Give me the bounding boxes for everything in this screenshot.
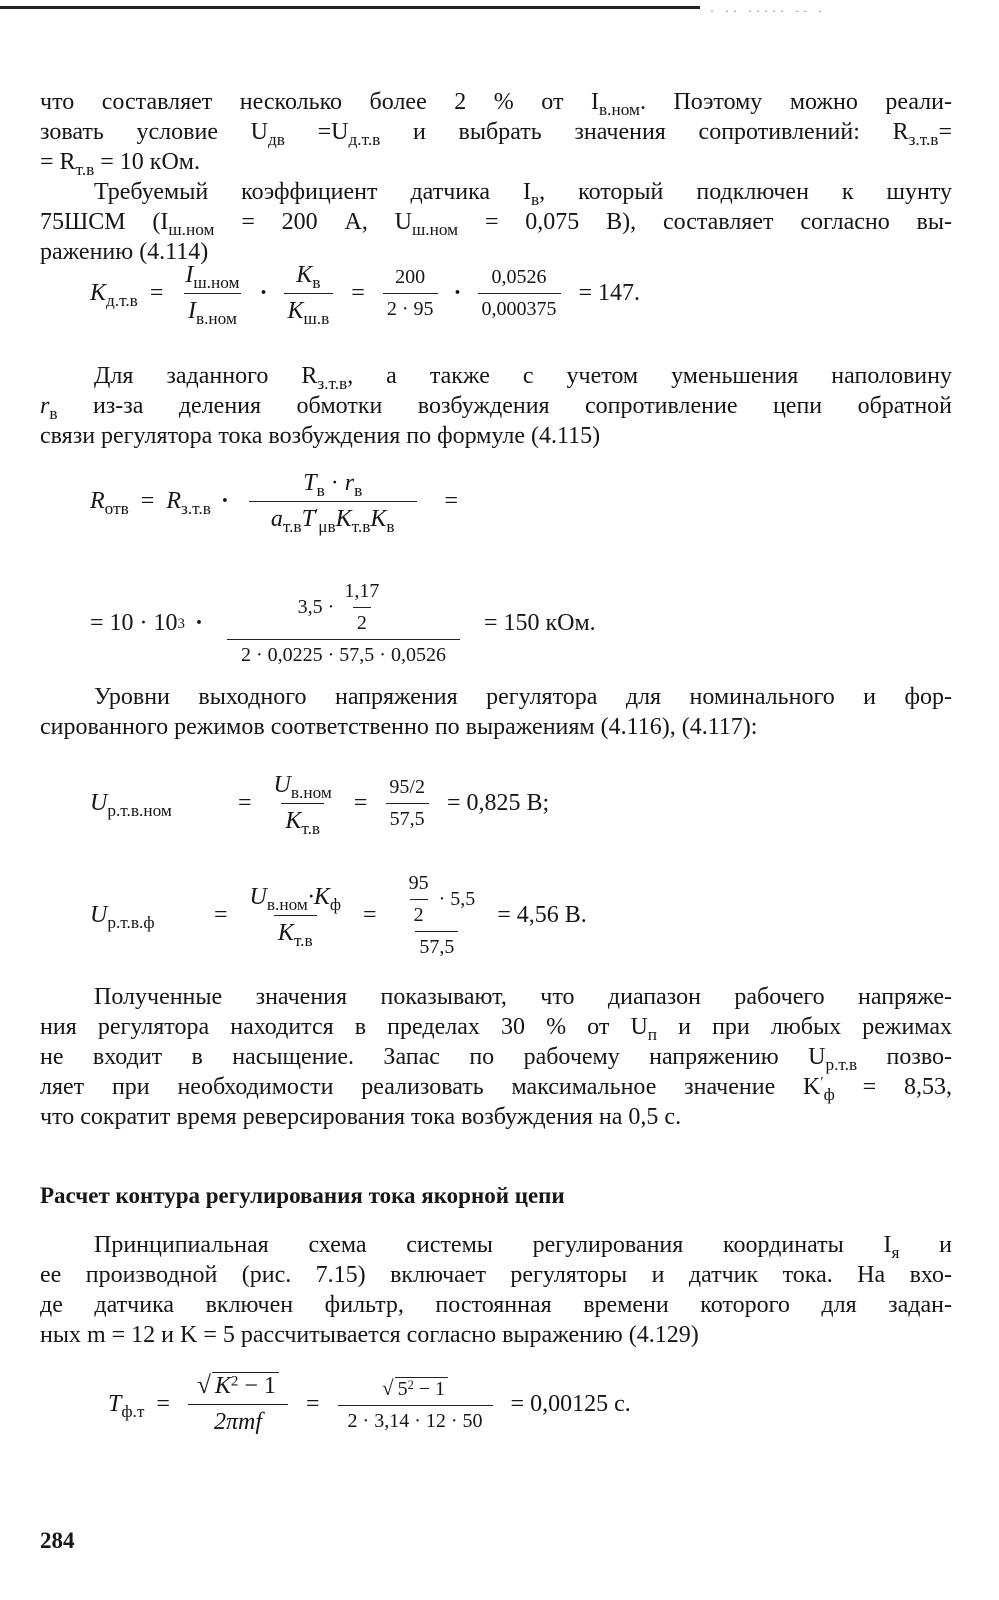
p5-line-4: ляет при необходимости реализовать максимальное значение $K'_ф = 8,53$, xyxy=(40,1074,952,1105)
p5-line-5: что сократит время реверсирования тока возбуждения на 0,5 с. xyxy=(40,1104,682,1130)
p4-line-1: Уровни выходного напряжения регулятора для номинального и фор- xyxy=(94,684,952,710)
p6-line-1: Принципиальная схема системы регулирования координаты $I_я$ и xyxy=(94,1232,952,1263)
p5-line-1: Полученные значения показывают, что диапазон рабочего напряже- xyxy=(94,984,952,1010)
p3-line-3: связи регулятора тока возбуждения по формуле (4.115) xyxy=(40,423,601,449)
equation-filter-time-constant: $T_{ф.т}$ = $\frac{√ K^2 - 1}{\text{2πmf}}$ = $\frac{√ 5^2 - 1}{2 \cdot 3,14 \cdot 12 \cdot 50}$ = 0,00125 с. xyxy=(108,1372,631,1435)
p1-line-1: что составляет несколько более 2 % от $I_{в.ном}$. Поэтому можно реали- xyxy=(40,89,952,120)
p3-line-2: $r_в$ из-за деления обмотки возбуждения сопротивление цепи обратной xyxy=(40,393,952,424)
p6-line-2: ее производной (рис. 7.15) включает регуляторы и датчик тока. На вхо- xyxy=(40,1262,952,1288)
p1-line-3: = $R_{т.в} = 10$ кОм. xyxy=(40,149,200,180)
p4-line-2: сированного режимов соответственно по выражениям (4.116), (4.117): xyxy=(40,714,758,740)
page-number: 284 xyxy=(40,1528,75,1553)
section-heading: Расчет контура регулирования тока якорной цепи xyxy=(40,1183,565,1208)
top-rule xyxy=(0,6,700,9)
p2-line-2: 75ШСМ ($I_{ш.ном} = 200$ A, $U_{ш.ном} = 0,075$ В), составляет согласно вы- xyxy=(40,209,952,240)
p5-line-3: не входит в насыщение. Запас по рабочему напряжению $U_{р.т.в}$ позво- xyxy=(40,1044,953,1075)
top-rule-dots: · ·· ····· ·· · xyxy=(710,4,826,18)
p2-line-1: Требуемый коэффициент датчика $I_в$, который подключен к шунту xyxy=(94,179,952,210)
p2-line-3: ражению (4.114) xyxy=(40,239,209,265)
equation-feedback-resistance: $R_{отв}$ = $R_{з.т.в}$ · $\frac{T_в \cdot r_в}{a_{т.в}T'_{\mu в}K_{т.в}K_в}$ = xyxy=(90,470,459,537)
p3-line-1: Для заданного $R_{з.т.в}$, а также с учетом уменьшения наполовину xyxy=(94,363,952,394)
equation-feedback-resistance-value: = 10 · 10 3 · 3,5 · $\frac{1,17}{2}$ 2 · 0,0225 · 57,5 · 0,0526 = 150 кОм. xyxy=(90,580,596,666)
equation-sensor-coefficient: $K_{д.т.в}$ = $\frac{I_{ш.ном}}{I_{в.ном}}$ · $\frac{K_в}{K_{ш.в}}$ = $\frac{200}{2 \cdot 95}$ · $\frac{0,0526}{0,000375}$ = 147. xyxy=(90,262,641,329)
equation-nominal-output-voltage: $U_{р.т.в.ном}$ = $\frac{U_{в.ном}}{K_{т.в}}$ = $\frac{95/2}{57,5}$ = 0,825 В; xyxy=(90,772,550,839)
p5-line-2: ния регулятора находится в пределах 30 % от $U_п$ и при любых режимах xyxy=(40,1014,952,1045)
p6-line-4: ных m = 12 и K = 5 рассчитывается согласно выражению (4.129) xyxy=(40,1322,699,1348)
p6-line-3: де датчика включен фильтр, постоянная времени которого для задан- xyxy=(40,1292,952,1318)
p1-line-2: зовать условие $U_{дв} =U_{д.т.в}$ и выбрать значения сопротивлений: $R_{з.т.в}=$ xyxy=(40,119,952,150)
equation-forced-output-voltage: $U_{р.т.в.ф}$ = $\frac{U_{в.ном}\cdot K_ф}{K_{т.в}}$ = $\frac{95}{2}$ · 5,5 57,5 = 4,56 В. xyxy=(90,872,587,958)
